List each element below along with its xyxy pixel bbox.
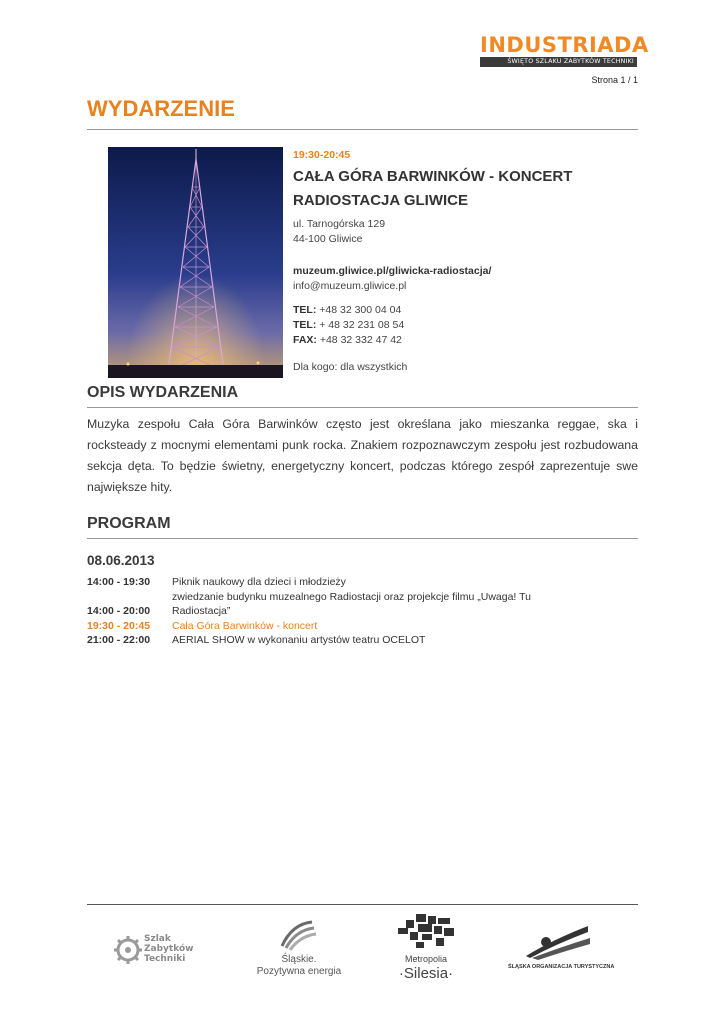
tel-label: TEL: bbox=[293, 319, 317, 331]
logo4-text: ŚLĄSKA ORGANIZACJA TURYSTYCZNA bbox=[508, 964, 615, 970]
event-title bbox=[293, 165, 613, 213]
sot-logo bbox=[508, 922, 615, 978]
event-phones bbox=[293, 303, 404, 348]
event-title-line2: RADIOSTACJA GLIWICE bbox=[293, 192, 468, 209]
email-link[interactable]: info@muzeum.gliwice.pl bbox=[293, 280, 407, 292]
slaskie-logo bbox=[254, 918, 344, 982]
industriada-logo: INDUSTRIADA bbox=[480, 33, 649, 57]
szlak-zabytkow-logo bbox=[112, 928, 202, 974]
industriada-tagline: ŚWIĘTO SZLAKU ZABYTKÓW TECHNIKI bbox=[480, 57, 637, 67]
address-street: ul. Tarnogórska 129 bbox=[293, 218, 386, 230]
program-item-time: 14:00 - 19:30 bbox=[87, 576, 151, 588]
program-item-text: Radiostacja” bbox=[172, 605, 231, 617]
footer-divider bbox=[87, 904, 638, 905]
program-item-text: zwiedzanie budynku muzealnego Radiostacji oraz projekcje filmu „Uwaga! Tu bbox=[172, 591, 531, 603]
logo2-line1: Śląskie. bbox=[281, 954, 317, 965]
event-time: 19:30-20:45 bbox=[293, 149, 351, 161]
phone-2 bbox=[293, 318, 404, 333]
program-date: 08.06.2013 bbox=[87, 553, 155, 568]
title-divider bbox=[87, 129, 638, 130]
swirl-icon bbox=[278, 918, 318, 952]
tel-label: TEL: bbox=[293, 304, 317, 316]
program-divider bbox=[87, 538, 638, 539]
metropolia-silesia-logo bbox=[388, 914, 464, 986]
logo2-line2: Pozytywna energia bbox=[256, 966, 342, 977]
gear-icon bbox=[112, 934, 144, 966]
website-link[interactable]: muzeum.gliwice.pl/gliwicka-radiostacja/ bbox=[293, 265, 492, 277]
program-item-time-highlight: 19:30 - 20:45 bbox=[87, 620, 151, 632]
page-title: WYDARZENIE bbox=[87, 96, 235, 121]
logo3-line1: Metropolia bbox=[404, 954, 448, 964]
program-item-text-highlight: Cała Góra Barwinków - koncert bbox=[172, 620, 318, 632]
program-item-text: AERIAL SHOW w wykonaniu artystów teatru OCELOT bbox=[172, 634, 426, 646]
pixel-mark-icon bbox=[394, 914, 458, 950]
fax-value: +48 32 332 47 42 bbox=[316, 334, 402, 346]
event-title-line1: CAŁA GÓRA BARWINKÓW - KONCERT bbox=[293, 168, 573, 185]
logo3-line2: ·Silesia· bbox=[398, 965, 454, 982]
program-item-time: 21:00 - 22:00 bbox=[87, 634, 151, 646]
program-item-text: Piknik naukowy dla dzieci i młodzieży bbox=[172, 576, 346, 588]
sweep-icon bbox=[522, 922, 592, 960]
fax-label: FAX: bbox=[293, 334, 317, 346]
logo1-line2: Zabytków bbox=[144, 944, 194, 954]
fax bbox=[293, 333, 404, 348]
event-contact bbox=[293, 264, 491, 294]
logo1-line1: Szlak bbox=[144, 934, 171, 944]
phone-1 bbox=[293, 303, 404, 318]
logo1-line3: Techniki bbox=[144, 954, 186, 964]
tel-value: + 48 32 231 08 54 bbox=[316, 319, 405, 331]
event-audience: Dla kogo: dla wszystkich bbox=[293, 361, 408, 373]
program-heading: PROGRAM bbox=[87, 515, 171, 532]
description-divider bbox=[87, 407, 638, 408]
page-number: Strona 1 / 1 bbox=[591, 75, 638, 85]
description-text: Muzyka zespołu Cała Góra Barwinków często jest określana jako mieszanka reggae, ska i rocksteady z mocnymi elementami punk rocka. Znakiem rozpoznawczym zespołu jest rozbudowana sekcja dęta. To będzie świetny, energetyczny koncert, podczas którego zespół zaprezentuje swe największe hity. bbox=[87, 417, 638, 494]
description-heading: OPIS WYDARZENIA bbox=[87, 384, 239, 401]
radio-tower-photo bbox=[108, 147, 283, 378]
tel-value: +48 32 300 04 04 bbox=[316, 304, 402, 316]
event-address bbox=[293, 217, 385, 247]
program-item-time: 14:00 - 20:00 bbox=[87, 605, 151, 617]
address-city: 44-100 Gliwice bbox=[293, 233, 363, 245]
